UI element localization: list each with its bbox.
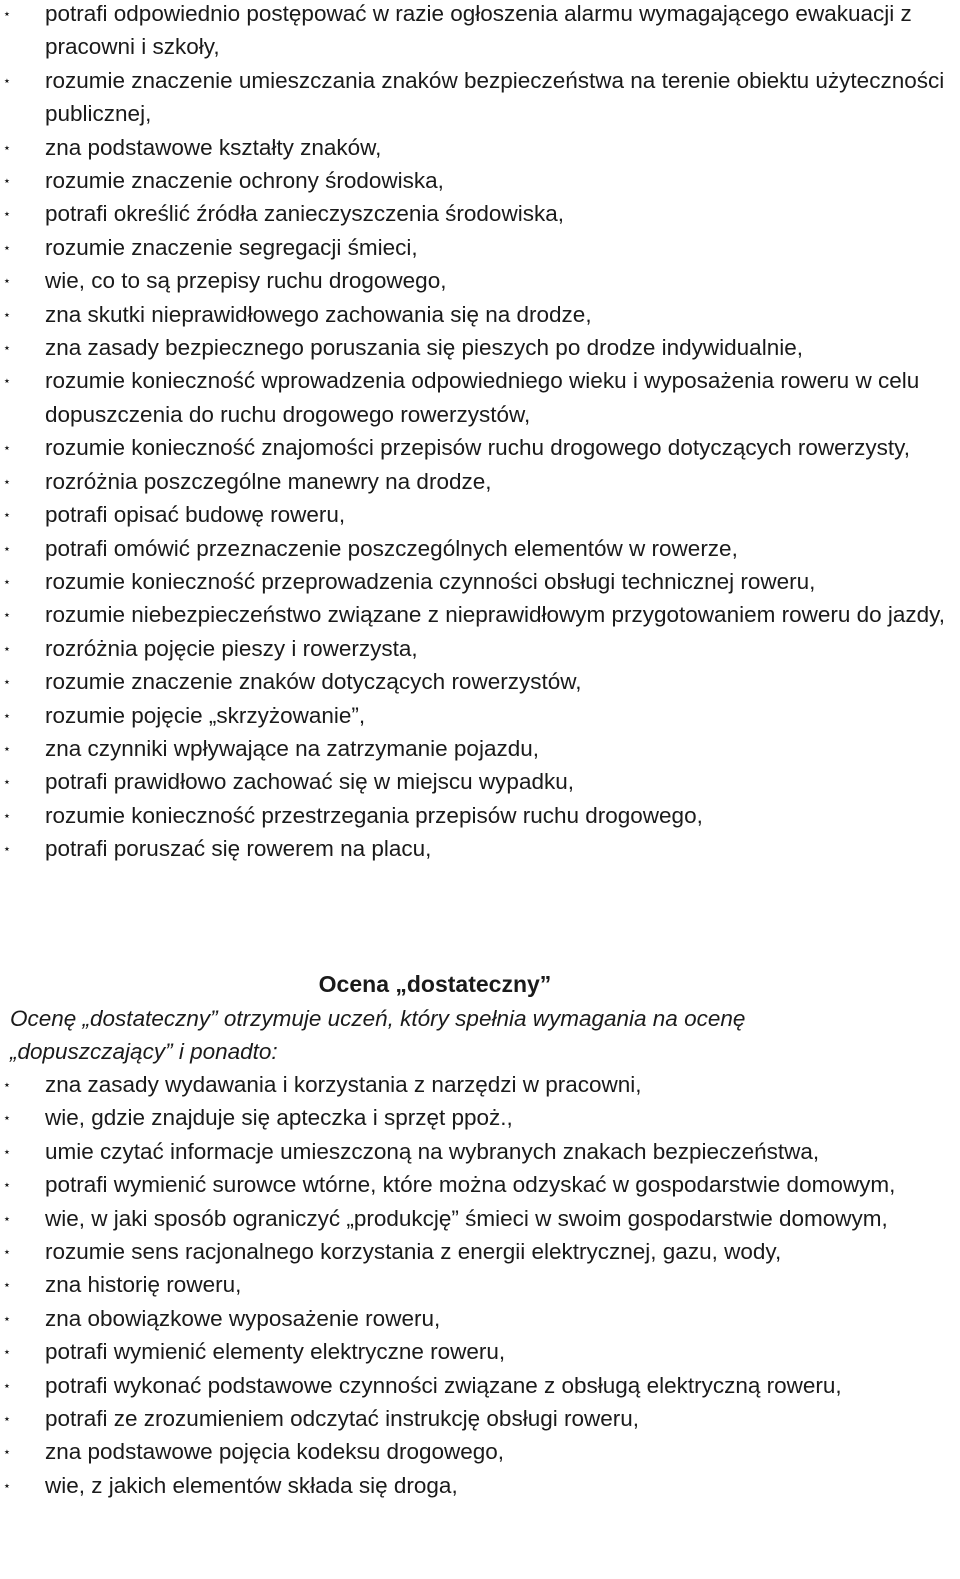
star-bullet-icon: ⋆ [2, 6, 12, 21]
list-item [0, 1469, 950, 1502]
star-bullet-icon: ⋆ [2, 1110, 12, 1126]
requirements-list-bottom [0, 1068, 950, 1502]
star-bullet-icon: ⋆ [2, 1310, 12, 1326]
list-item-text: zna historię roweru, [45, 1272, 242, 1298]
list-item-text: rozumie znaczenie segregacji śmieci, [45, 234, 418, 260]
list-item [0, 765, 950, 798]
list-item-text: zna zasady wydawania i korzystania z narzędzi w pracowni, [45, 1072, 642, 1097]
list-item [0, 264, 950, 297]
list-item-text: zna skutki nieprawidłowego zachowania się na drodze, [45, 301, 592, 327]
list-item [0, 231, 950, 264]
list-item-text: potrafi opisać budowę roweru, [45, 502, 346, 528]
list-item-text: wie, co to są przepisy ruchu drogowego, [45, 268, 447, 294]
list-item-text: rozumie konieczność znajomości przepisów ruchu drogowego dotyczących rowerzysty, [45, 435, 910, 461]
list-item-text: wie, w jaki sposób ograniczyć „produkcję” śmieci w swoim gospodarstwie domowym, [45, 1205, 888, 1231]
star-bullet-icon: ⋆ [2, 1477, 12, 1493]
section-intro: Ocenę „dostateczny” otrzymuje uczeń, który spełnia wymagania na ocenę „dopuszczający” i ponadto: [10, 1006, 746, 1065]
star-bullet-icon: ⋆ [2, 206, 12, 222]
star-bullet-icon: ⋆ [2, 1444, 12, 1460]
list-item [0, 699, 950, 732]
list-item [0, 331, 950, 364]
star-bullet-icon: ⋆ [2, 72, 12, 88]
list-item-text: potrafi prawidłowo zachować się w miejscu wypadku, [45, 769, 574, 795]
list-item-text: zna podstawowe kształty znaków, [45, 134, 382, 160]
list-item-text: rozumie znaczenie znaków dotyczących rowerzystów, [45, 669, 582, 695]
star-bullet-icon: ⋆ [2, 273, 12, 289]
star-bullet-icon: ⋆ [2, 1277, 12, 1293]
list-item [0, 565, 950, 598]
list-item [0, 1402, 950, 1435]
list-item [0, 64, 950, 131]
list-item-text: potrafi ze zrozumieniem odczytać instrukcję obsługi roweru, [45, 1406, 639, 1432]
star-bullet-icon: ⋆ [2, 1077, 12, 1092]
list-item [0, 598, 950, 631]
list-item [0, 1101, 950, 1134]
star-bullet-icon: ⋆ [2, 807, 12, 823]
list-item [0, 431, 950, 464]
star-bullet-icon: ⋆ [2, 306, 12, 322]
list-item-text: potrafi określić źródła zanieczyszczenia środowiska, [45, 201, 564, 227]
list-item-text: rozumie znaczenie umieszczania znaków bezpieczeństwa na terenie obiektu użyteczności publicznej, [45, 67, 945, 127]
list-item [0, 1068, 950, 1101]
list-item-text: zna czynniki wpływające na zatrzymanie pojazdu, [45, 735, 539, 761]
star-bullet-icon: ⋆ [2, 340, 12, 356]
star-bullet-icon: ⋆ [2, 1143, 12, 1159]
star-bullet-icon: ⋆ [2, 740, 12, 756]
star-bullet-icon: ⋆ [2, 607, 12, 623]
list-item-text: rozumie niebezpieczeństwo związane z nieprawidłowym przygotowaniem roweru do jazdy, [45, 602, 945, 628]
star-bullet-icon: ⋆ [2, 1411, 12, 1427]
list-item-text: potrafi wykonać podstawowe czynności związane z obsługą elektryczną roweru, [45, 1372, 842, 1398]
star-bullet-icon: ⋆ [2, 1210, 12, 1226]
list-item [0, 532, 950, 565]
list-item [0, 632, 950, 665]
star-bullet-icon: ⋆ [2, 1377, 12, 1393]
star-bullet-icon: ⋆ [2, 1344, 12, 1360]
list-item-text: wie, z jakich elementów składa się droga, [45, 1472, 458, 1498]
star-bullet-icon: ⋆ [2, 707, 12, 723]
section-heading: Ocena „dostateczny” [318, 971, 552, 997]
list-item [0, 498, 950, 531]
star-bullet-icon: ⋆ [2, 674, 12, 690]
list-item [0, 1202, 950, 1235]
star-bullet-icon: ⋆ [2, 173, 12, 189]
star-bullet-icon: ⋆ [2, 573, 12, 589]
list-item [0, 732, 950, 765]
list-item [0, 465, 950, 498]
star-bullet-icon: ⋆ [2, 1244, 12, 1260]
list-item-text: rozumie sens racjonalnego korzystania z energii elektrycznej, gazu, wody, [45, 1239, 782, 1265]
list-item-text: rozumie pojęcie „skrzyżowanie”, [45, 702, 366, 728]
list-item-text: potrafi omówić przeznaczenie poszczególnych elementów w rowerze, [45, 535, 738, 561]
list-item [0, 1268, 950, 1301]
list-item [0, 131, 950, 164]
list-item [0, 1235, 950, 1268]
list-item-text: potrafi poruszać się rowerem na placu, [45, 836, 432, 862]
list-item [0, 1369, 950, 1402]
list-item-text: rozumie konieczność przeprowadzenia czynności obsługi technicznej roweru, [45, 568, 816, 594]
list-item-text: potrafi odpowiednio postępować w razie ogłoszenia alarmu wymagającego ewakuacji z pracowni i szkoły, [45, 1, 912, 60]
list-item-text: zna zasady bezpiecznego poruszania się pieszych po drodze indywidualnie, [45, 335, 803, 361]
list-item [0, 364, 950, 431]
star-bullet-icon: ⋆ [2, 640, 12, 656]
list-item [0, 298, 950, 331]
star-bullet-icon: ⋆ [2, 507, 12, 523]
list-item [0, 1135, 950, 1168]
list-item-text: rozumie konieczność przestrzegania przepisów ruchu drogowego, [45, 802, 703, 828]
list-item [0, 665, 950, 698]
list-item-text: potrafi wymienić surowce wtórne, które można odzyskać w gospodarstwie domowym, [45, 1172, 896, 1198]
list-item-text: zna podstawowe pojęcia kodeksu drogowego, [45, 1439, 505, 1465]
star-bullet-icon: ⋆ [2, 239, 12, 255]
list-item-text: zna obowiązkowe wyposażenie roweru, [45, 1305, 441, 1331]
star-bullet-icon: ⋆ [2, 1177, 12, 1193]
star-bullet-icon: ⋆ [2, 373, 12, 389]
list-item [0, 164, 950, 197]
list-item-text: potrafi wymienić elementy elektryczne roweru, [45, 1339, 506, 1365]
star-bullet-icon: ⋆ [2, 774, 12, 790]
star-bullet-icon: ⋆ [2, 473, 12, 489]
list-item-text: wie, gdzie znajduje się apteczka i sprzęt ppoż., [45, 1105, 513, 1131]
list-item [0, 1302, 950, 1335]
star-bullet-icon: ⋆ [2, 540, 12, 556]
list-item [0, 1435, 950, 1468]
list-item [0, 0, 950, 64]
list-item-text: umie czytać informacje umieszczoną na wybranych znakach bezpieczeństwa, [45, 1138, 820, 1164]
list-item-text: rozumie konieczność wprowadzenia odpowiedniego wieku i wyposażenia roweru w celu dopuszczenia do ruchu drogowego rowerzystów, [45, 368, 920, 427]
list-item-text: rozróżnia pojęcie pieszy i rowerzysta, [45, 635, 418, 661]
list-item [0, 1168, 950, 1201]
list-item [0, 832, 950, 865]
list-item-text: rozumie znaczenie ochrony środowiska, [45, 168, 444, 194]
list-item-text: rozróżnia poszczególne manewry na drodze, [45, 468, 492, 494]
star-bullet-icon: ⋆ [2, 440, 12, 456]
list-item [0, 197, 950, 230]
list-item [0, 799, 950, 832]
star-bullet-icon: ⋆ [2, 139, 12, 155]
star-bullet-icon: ⋆ [2, 841, 12, 857]
list-item [0, 1335, 950, 1368]
